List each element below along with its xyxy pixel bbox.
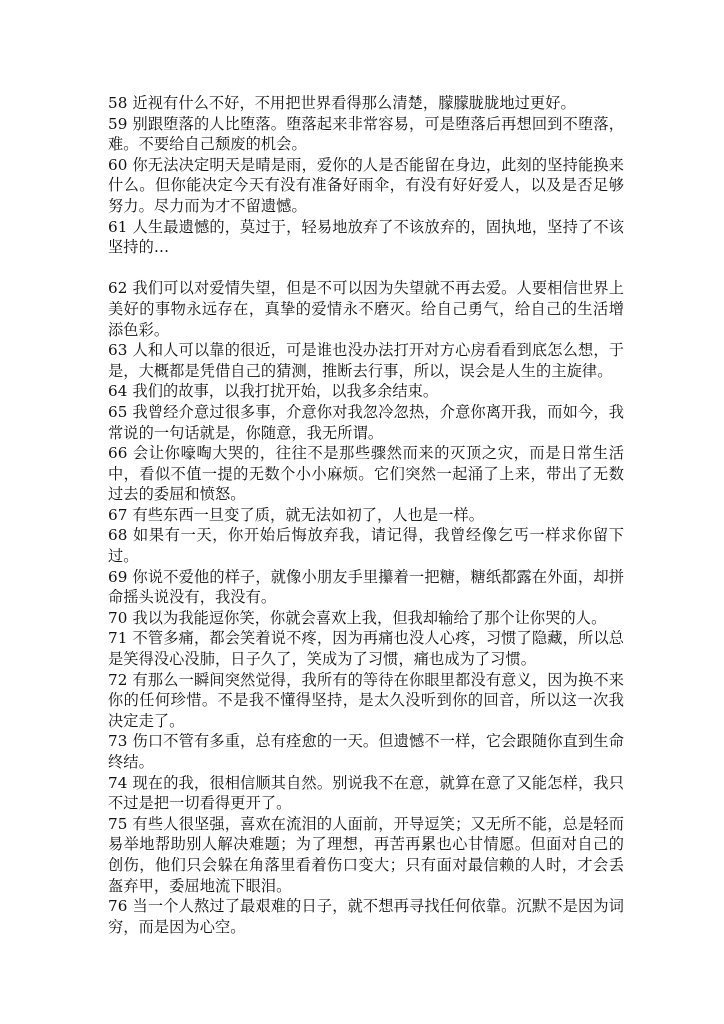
paragraph-72: 72 有那么一瞬间突然觉得，我所有的等待在你眼里都没有意义，因为换不来你的任何珍惜。不是我不懂得坚持，是太久没听到你的回音，所以这一次我决定走了。: [108, 670, 624, 730]
paragraph-63: 63 人和人可以靠的很近，可是谁也没办法打开对方心房看看到底怎么想，于是，大概都是凭借自己的猜测，推断去行事，所以，误会是人生的主旋律。: [108, 341, 624, 380]
blank-line: [108, 258, 624, 279]
paragraph-59: 59 别跟堕落的人比堕落。堕落起来非常容易，可是堕落后再想回到不堕落，难。不要给自己颓废的机会。: [108, 114, 624, 154]
document-body: [108, 93, 624, 937]
paragraph-66: 66 会让你嚎啕大哭的，往往不是那些骤然而来的灭顶之灾，而是日常生活中，看似不值一提的无数个小小麻烦。它们突然一起涌了上来，带出了无数过去的委屈和愤怒。: [108, 444, 624, 504]
paragraph-73: 73 伤口不管有多重，总有痊愈的一天。但遗憾不一样，它会跟随你直到生命终结。: [108, 732, 624, 771]
paragraph-68: 68 如果有一天，你开始后悔放弃我，请记得，我曾经像乞丐一样求你留下过。: [108, 526, 624, 566]
paragraph-70: 70 我以为我能逗你笑，你就会喜欢上我，但我却输给了那个让你哭的人。: [108, 608, 607, 627]
paragraph-61: 61 人生最遗憾的，莫过于，轻易地放弃了不该放弃的，固执地，坚持了不该坚持的…: [108, 217, 624, 257]
paragraph-58: 58 近视有什么不好，不用把世界看得那么清楚，朦朦胧胧地过更好。: [108, 94, 576, 112]
paragraph-62: 62 我们可以对爱情失望，但是不可以因为失望就不再去爱。人要相信世界上美好的事物永远存在，真挚的爱情永不磨灭。给自己勇气，给自己的生活增添色彩。: [108, 279, 624, 339]
paragraph-71: 71 不管多痛，都会笑着说不疼，因为再痛也没人心疼，习惯了隐藏，所以总是笑得没心没肺，日子久了，笑成为了习惯，痛也成为了习惯。: [108, 629, 624, 669]
paragraph-74: 74 现在的我，很相信顺其自然。别说我不在意，就算在意了又能怎样，我只不过是把一切看得更开了。: [108, 773, 624, 813]
paragraph-64: 64 我们的故事，以我打扰开始，以我多余结束。: [108, 382, 439, 401]
paragraph-65: 65 我曾经介意过很多事，介意你对我忽冷忽热，介意你离开我，而如今，我常说的一句话就是，你随意，我无所谓。: [108, 402, 624, 442]
paragraph-75: 75 有些人很坚强，喜欢在流泪的人面前，开导逗笑；又无所不能，总是轻而易举地帮助别人解决难题；为了理想，再苦再累也心甘情愿。但面对自己的创伤，他们只会躲在角落里看着伤口变大；只有面对最信赖的人时，才会丢盔弃甲，委屈地流下眼泪。: [108, 814, 624, 895]
paragraph-67: 67 有些东西一旦变了质，就无法如初了，人也是一样。: [108, 505, 485, 524]
paragraph-69: 69 你说不爱他的样子，就像小朋友手里攥着一把糖，糖纸都露在外面，却拼命摇头说没有，我没有。: [108, 567, 624, 607]
paragraph-76: 76 当一个人熬过了最艰难的日子，就不想再寻找任何依靠。沉默不是因为词穷，而是因为心空。: [108, 897, 624, 936]
paragraph-60: 60 你无法决定明天是晴是雨，爱你的人是否能留在身边，此刻的坚持能换来什么。但你能决定今天有没有准备好雨伞，有没有好好爱人，以及是否足够努力。尽力而为才不留遗憾。: [108, 155, 624, 215]
